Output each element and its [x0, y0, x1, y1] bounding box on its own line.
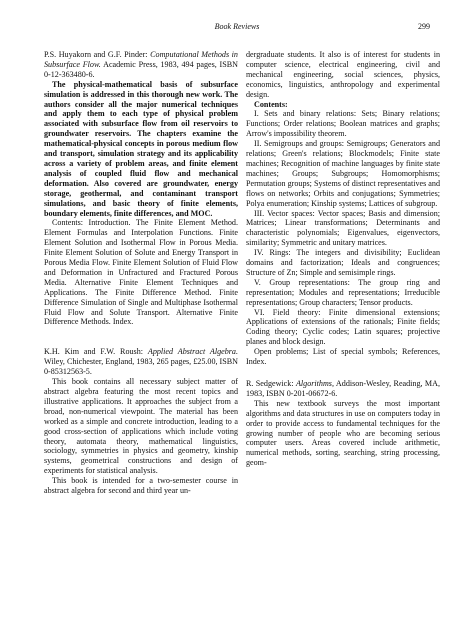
contents-heading: Contents: [254, 99, 288, 109]
chapter-entry: III. Vector spaces: Vector spaces; Basis and dimension; Matrices; Linear transformations; Determinants and characteristic polynomials; Eigenvalues, eigenvectors, similarity; Symmetric and unitary matrices. [246, 208, 440, 248]
chapter-entry: II. Semigroups and groups: Semigroups; Generators and relations; Green's relations; Blockmodels; Finite state machines; Recognition of machine languages by finite state machines; Groups; Subgroups; Homomorphisms; Permutation groups; Systems of distinct representatives and flows on networks; Orbits and conjugations; Symmetries; Polya enumeration; Kinship systems; Lattices of subgroup. [246, 139, 440, 208]
review-paragraph: This new textbook surveys the most important algorithms and data structures in use on computers today in order to provide access to fundamental techniques for the growing number of people who are becoming serious computer users. Areas covered include arithmetic, numerical methods, sorting, searching, string processing, geom- [246, 398, 440, 468]
left-column [44, 50, 238, 496]
book-title: Applied Abstract Algebra. [147, 347, 239, 357]
chapter-entry: Open problems; List of special symbols; References, Index. [246, 347, 440, 367]
publisher-info: Academic Press, 1983, 494 pages, ISBN 0-12-363480-6. [44, 59, 238, 79]
running-head [0, 21, 474, 33]
right-column [246, 50, 440, 468]
review-authors: R. Sedgewick: [246, 379, 294, 388]
review-paragraph: dergraduate students. It also is of interest for students in computer science, electrical engineering, civil and mechanical engineering, social sciences, physics, economics, linguistics, anthropology and experimental design. [246, 50, 440, 99]
chapter-entry: IV. Rings: The integers and divisibility; Euclidean domains and factorization; Ideals and congruences; Structure of Zn; Simple and semisimple rings. [246, 248, 440, 277]
review-kim-roush-continued [246, 50, 440, 367]
review-authors: P.S. Huyakorn and G.F. Pinder: [44, 50, 148, 59]
chapter-entry: I. Sets and binary relations: Sets; Binary relations; Functions; Order relations; Boolean matrices and graphs; Arrow's impossibility theorem. [246, 109, 440, 139]
book-title: Algorithms, [295, 379, 334, 388]
publisher-info: Wiley, Chichester, England, 1983, 265 pages, £25.00, ISBN 0-85312563-5. [44, 357, 238, 377]
review-sedgewick [246, 379, 440, 468]
running-title: Book Reviews [214, 22, 260, 31]
review-citation [44, 347, 238, 377]
review-citation [246, 379, 440, 399]
book-title: Computational Methods in Subsurface Flow. [44, 50, 238, 69]
review-paragraph: This book is intended for a two-semester course in abstract algebra for second and third year un- [44, 476, 238, 496]
review-kim-roush [44, 347, 238, 496]
page-number: 299 [418, 22, 430, 31]
review-authors: K.H. Kim and F.W. Roush: [44, 347, 143, 357]
publisher-info: Addison-Wesley, Reading, MA, 1983, ISBN 0-201-06672-6. [246, 379, 440, 398]
chapter-entry: V. Group representations: The group ring and representation; Modules and representations; Irreducible representations; Group characters; Tensor products. [246, 277, 440, 307]
review-huyakorn-pinder [44, 50, 238, 327]
contents-paragraph: Contents: Introduction. The Finite Element Method. Element Formulas and Interpolation Functions. Finite Element Solution and Isothermal Flow in Porous Media. Finite Element Solution of Solute and Energy Transport in Porous Media Flow. Finite Element Solution of Fluid Flow and Deformation in Unfractured and Fractured Porous Media. Alternative Finite Element Techniques and Applications. The Finite Difference Method. Finite Difference Simulation of Single and Multiphase Isothermal Fluid Flow and Solute Transport. Alternative Finite Difference Methods. Index. [44, 218, 238, 327]
chapter-entry: VI. Field theory: Finite dimensional extensions; Applications of extensions of the rationals; Finite fields; Coding theory; Cyclic codes; Latin squares; projective planes and block design. [246, 307, 440, 347]
review-citation [44, 50, 238, 80]
review-paragraph: The physical-mathematical basis of subsurface simulation is addressed in this thorough new work. The authors consider all the major numerical techniques and apply them to each type of physical problem associated with subsurface flow from oil reservoirs to groundwater reservoirs. The chapters examine the mathematical-physical concepts in porous medium flow and transport, simulation strategy and its applicability across a variety of problem areas, and finite element analysis of coupled fluid flow and mechanical deformation. Also covered are groundwater, energy storage, geothermal, and contaminant transport simulations, and basic theory of finite elements, boundary elements, finite differences, and MOC. [44, 79, 238, 218]
review-paragraph: This book contains all necessary subject matter of abstract algebra featuring the most recent topics and illustrative applications. It approaches the subject from a broad, non-numerical viewpoint. The material has been worked as a simple and concrete introduction, leading to a good cross-section of applications which include voting theory, automata theory, mathematical linguistics, sociology, symmetries in physics and geometry, kinship systems, geometrical constructions and design of experiments for statistical analysis. [44, 377, 238, 476]
